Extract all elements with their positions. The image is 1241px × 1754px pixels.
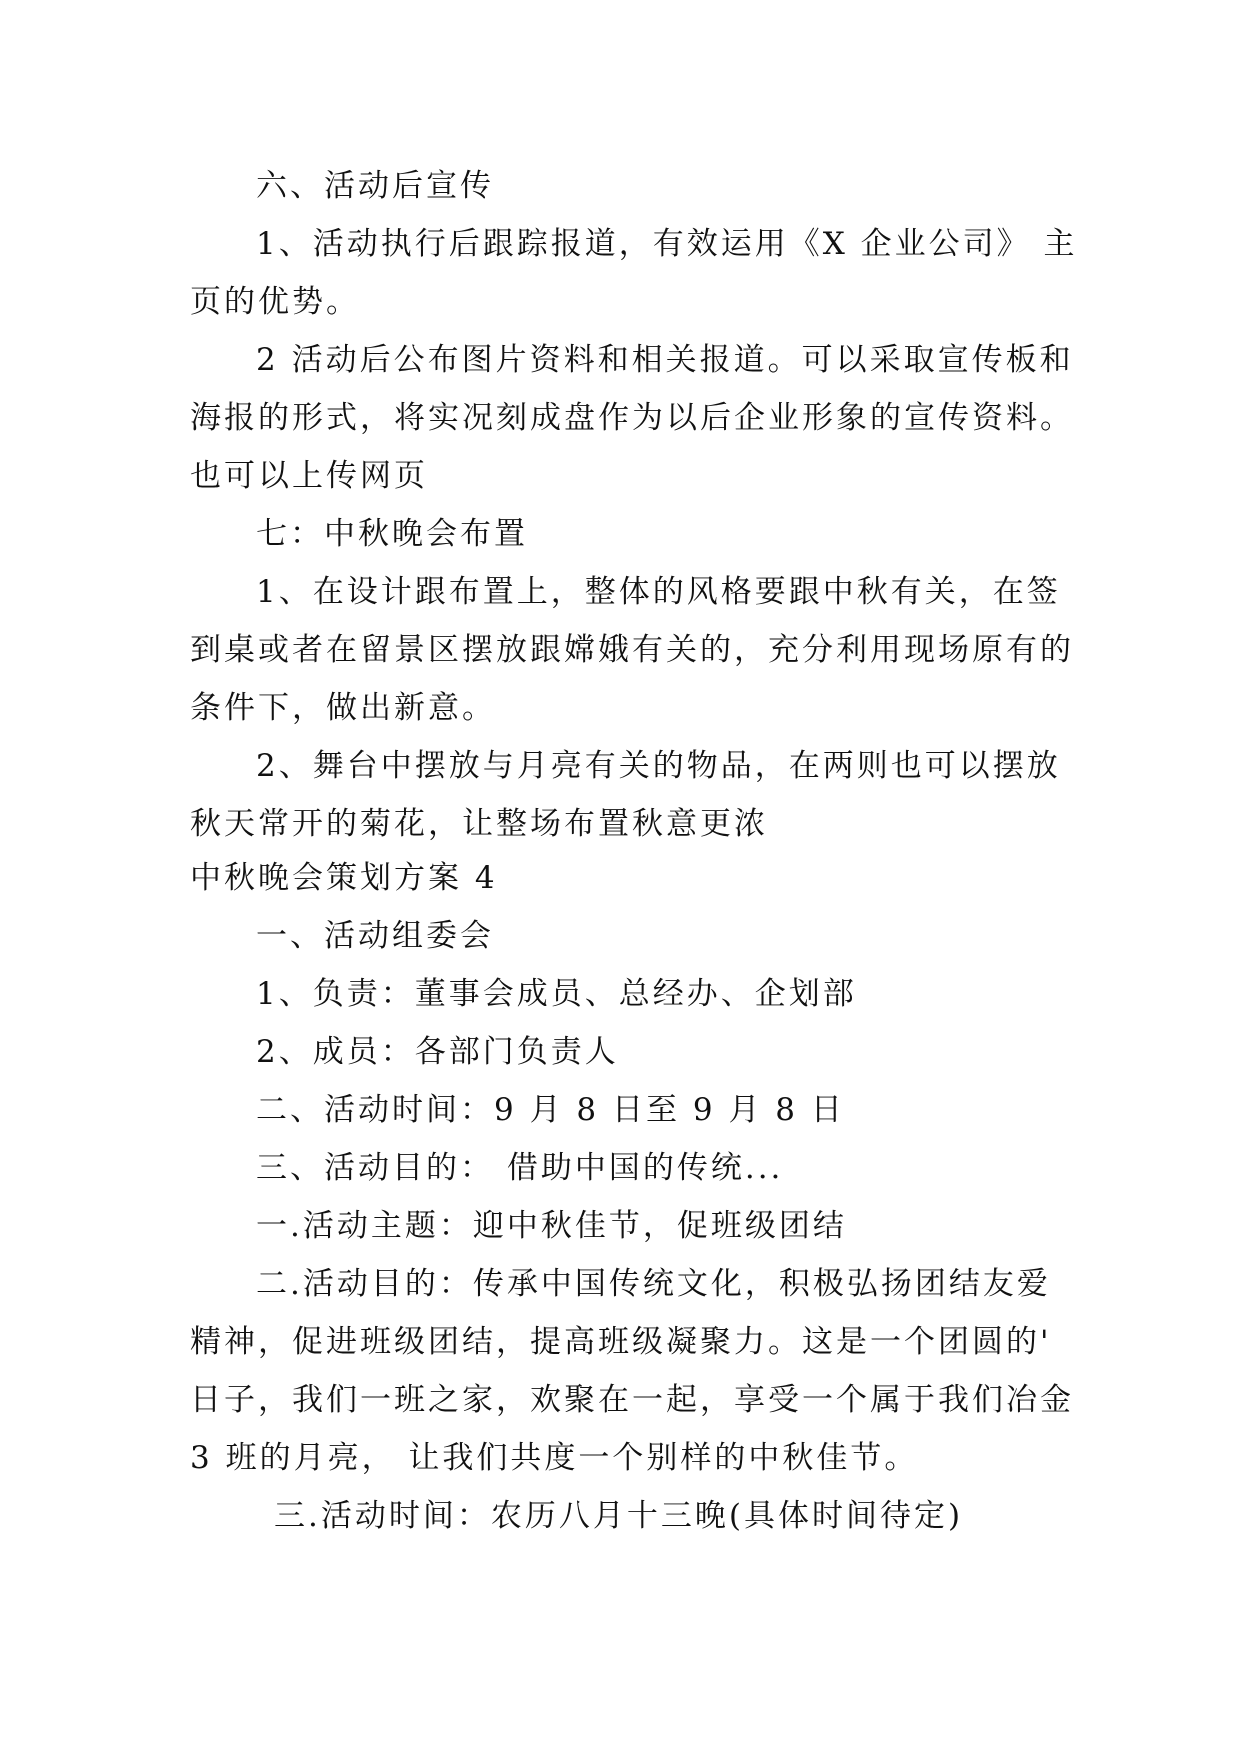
paragraph-line: 1、活动执行后跟踪报道，有效运用《X 企业公司》 主 bbox=[256, 226, 1078, 262]
section-heading: 一.活动主题：迎中秋佳节，促班级团结 bbox=[256, 1208, 847, 1244]
paragraph-line: 条件下，做出新意。 bbox=[190, 690, 496, 726]
section-heading: 一、活动组委会 bbox=[256, 918, 494, 954]
paragraph-line: 日子，我们一班之家，欢聚在一起，享受一个属于我们冶金 bbox=[190, 1382, 1074, 1418]
paragraph-line: 到桌或者在留景区摆放跟嫦娥有关的，充分利用现场原有的 bbox=[190, 632, 1074, 668]
paragraph-line: 海报的形式，将实况刻成盘作为以后企业形象的宣传资料。 bbox=[190, 400, 1074, 436]
document-title: 中秋晚会策划方案 4 bbox=[190, 860, 498, 896]
paragraph-line: 2、成员：各部门负责人 bbox=[256, 1034, 619, 1070]
section-heading: 六、活动后宣传 bbox=[256, 168, 494, 204]
section-heading: 七：中秋晚会布置 bbox=[256, 516, 528, 552]
section-heading: 二.活动目的：传承中国传统文化，积极弘扬团结友爱 bbox=[256, 1266, 1051, 1302]
paragraph-line: 秋天常开的菊花，让整场布置秋意更浓 bbox=[190, 806, 768, 842]
section-heading: 三.活动时间：农历八月十三晚(具体时间待定) bbox=[274, 1498, 964, 1534]
paragraph-line: 页的优势。 bbox=[190, 284, 360, 320]
section-heading: 二、活动时间：9 月 8 日至 9 月 8 日 bbox=[256, 1092, 845, 1128]
paragraph-line: 精神，促进班级团结，提高班级凝聚力。这是一个团圆的' bbox=[190, 1324, 1052, 1360]
paragraph-line: 1、在设计跟布置上，整体的风格要跟中秋有关，在签 bbox=[256, 574, 1061, 610]
paragraph-line: 3 班的月亮， 让我们共度一个别样的中秋佳节。 bbox=[190, 1440, 919, 1476]
paragraph-line: 2 活动后公布图片资料和相关报道。可以采取宣传板和 bbox=[256, 342, 1074, 378]
paragraph-line: 也可以上传网页 bbox=[190, 458, 428, 494]
section-heading: 三、活动目的： 借助中国的传统... bbox=[256, 1150, 784, 1186]
paragraph-line: 2、舞台中摆放与月亮有关的物品，在两则也可以摆放 bbox=[256, 748, 1061, 784]
paragraph-line: 1、负责：董事会成员、总经办、企划部 bbox=[256, 976, 857, 1012]
